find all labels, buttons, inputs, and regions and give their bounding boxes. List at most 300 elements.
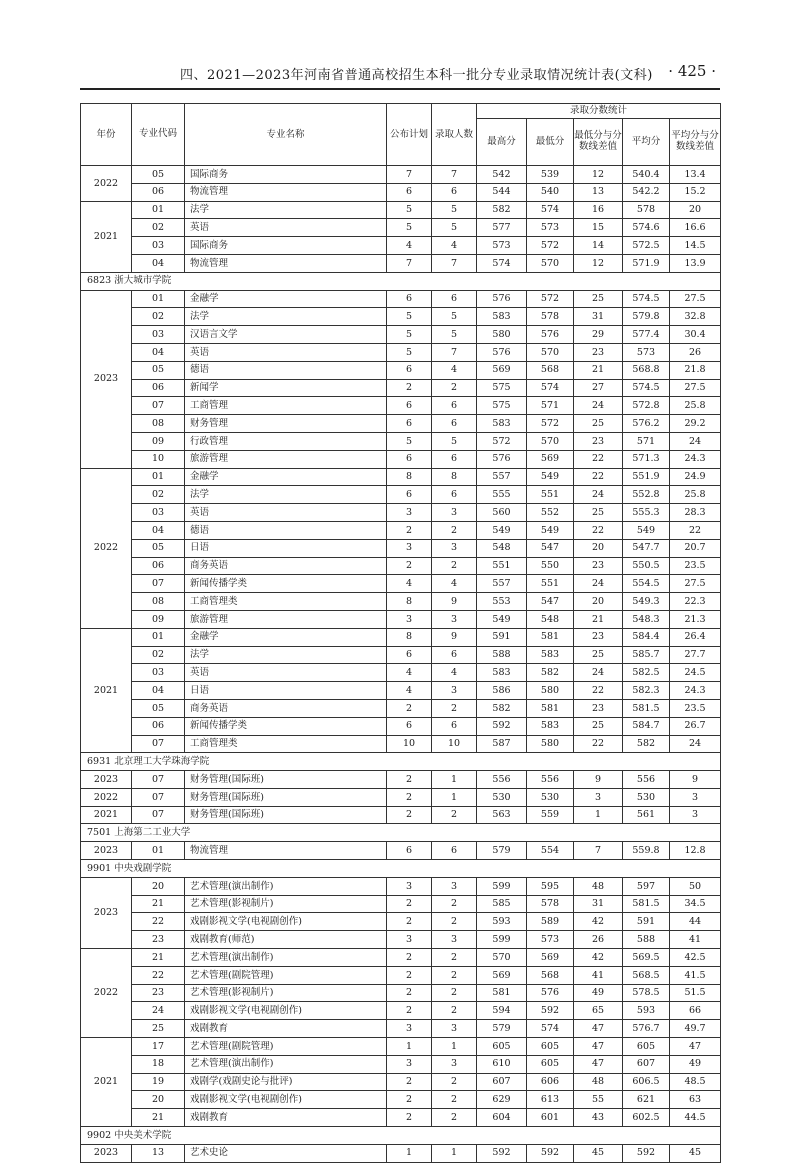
max-cell: 557	[477, 575, 527, 593]
plan-cell: 6	[387, 486, 432, 504]
name-cell: 新闻传播学类	[185, 575, 387, 593]
max-cell: 605	[477, 1038, 527, 1056]
avg-diff-cell: 23.5	[670, 699, 721, 717]
admit-cell: 5	[432, 432, 477, 450]
avg-diff-cell: 13.9	[670, 254, 721, 272]
min-diff-cell: 42	[574, 949, 623, 967]
name-cell: 英语	[185, 343, 387, 361]
code-cell: 07	[132, 397, 185, 415]
min-cell: 573	[527, 219, 574, 237]
min-cell: 570	[527, 432, 574, 450]
avg-diff-cell: 22	[670, 521, 721, 539]
min-cell: 580	[527, 682, 574, 700]
plan-cell: 4	[387, 682, 432, 700]
plan-cell: 2	[387, 913, 432, 931]
admit-cell: 6	[432, 183, 477, 201]
table-row	[81, 699, 721, 717]
year-cell: 2023	[81, 842, 132, 860]
plan-cell: 7	[387, 254, 432, 272]
min-cell: 571	[527, 397, 574, 415]
avg-cell: 597	[623, 877, 670, 895]
avg-diff-cell: 63	[670, 1091, 721, 1109]
code-cell: 20	[132, 877, 185, 895]
name-cell: 物流管理	[185, 254, 387, 272]
code-cell: 09	[132, 610, 185, 628]
min-cell: 606	[527, 1073, 574, 1091]
name-cell: 戏剧教育(师范)	[185, 931, 387, 949]
header-avg-diff: 平均分与分数线差值	[670, 119, 721, 166]
admit-cell: 3	[432, 1055, 477, 1073]
table-row	[81, 397, 721, 415]
code-cell: 08	[132, 593, 185, 611]
year-cell: 2022	[81, 949, 132, 1038]
table-row	[81, 593, 721, 611]
plan-cell: 6	[387, 842, 432, 860]
name-cell: 财务管理(国际班)	[185, 788, 387, 806]
avg-cell: 571.3	[623, 450, 670, 468]
avg-diff-cell: 66	[670, 1002, 721, 1020]
avg-cell: 552.8	[623, 486, 670, 504]
year-cell: 2021	[81, 628, 132, 753]
table-row	[81, 539, 721, 557]
max-cell: 586	[477, 682, 527, 700]
code-cell: 01	[132, 628, 185, 646]
max-cell: 556	[477, 771, 527, 789]
min-diff-cell: 47	[574, 1038, 623, 1056]
year-cell: 2021	[81, 806, 132, 824]
avg-diff-cell: 32.8	[670, 308, 721, 326]
admit-cell: 2	[432, 913, 477, 931]
avg-cell: 577.4	[623, 326, 670, 344]
admit-cell: 2	[432, 949, 477, 967]
avg-cell: 584.4	[623, 628, 670, 646]
plan-cell: 3	[387, 504, 432, 522]
avg-diff-cell: 47	[670, 1038, 721, 1056]
name-cell: 商务英语	[185, 557, 387, 575]
min-diff-cell: 23	[574, 432, 623, 450]
avg-diff-cell: 27.5	[670, 379, 721, 397]
avg-cell: 548.3	[623, 610, 670, 628]
max-cell: 548	[477, 539, 527, 557]
min-cell: 552	[527, 504, 574, 522]
max-cell: 610	[477, 1055, 527, 1073]
min-diff-cell: 3	[574, 788, 623, 806]
plan-cell: 3	[387, 610, 432, 628]
year-cell: 2023	[81, 771, 132, 789]
min-diff-cell: 55	[574, 1091, 623, 1109]
admit-cell: 2	[432, 1091, 477, 1109]
plan-cell: 6	[387, 361, 432, 379]
plan-cell: 2	[387, 1002, 432, 1020]
avg-diff-cell: 24.9	[670, 468, 721, 486]
section-label: 9901 中央戏剧学院	[81, 860, 721, 878]
name-cell: 戏剧影视文学(电视剧创作)	[185, 1091, 387, 1109]
max-cell: 579	[477, 842, 527, 860]
avg-diff-cell: 50	[670, 877, 721, 895]
section-row	[81, 753, 721, 771]
code-cell: 22	[132, 913, 185, 931]
code-cell: 23	[132, 984, 185, 1002]
code-cell: 04	[132, 254, 185, 272]
plan-cell: 2	[387, 521, 432, 539]
plan-cell: 2	[387, 806, 432, 824]
table-row	[81, 682, 721, 700]
admit-cell: 3	[432, 877, 477, 895]
plan-cell: 3	[387, 539, 432, 557]
min-diff-cell: 13	[574, 183, 623, 201]
avg-diff-cell: 24.3	[670, 450, 721, 468]
plan-cell: 3	[387, 1020, 432, 1038]
plan-cell: 5	[387, 326, 432, 344]
code-cell: 06	[132, 717, 185, 735]
name-cell: 艺术管理(演出制作)	[185, 1055, 387, 1073]
admission-table	[80, 103, 721, 1163]
avg-diff-cell: 16.6	[670, 219, 721, 237]
section-label: 6823 浙大城市学院	[81, 272, 721, 290]
table-row	[81, 842, 721, 860]
admit-cell: 2	[432, 379, 477, 397]
code-cell: 07	[132, 735, 185, 753]
avg-cell: 578.5	[623, 984, 670, 1002]
min-cell: 573	[527, 931, 574, 949]
section-row	[81, 860, 721, 878]
code-cell: 07	[132, 788, 185, 806]
avg-cell: 588	[623, 931, 670, 949]
min-cell: 569	[527, 949, 574, 967]
name-cell: 商务英语	[185, 699, 387, 717]
plan-cell: 6	[387, 183, 432, 201]
max-cell: 576	[477, 290, 527, 308]
table-row	[81, 1109, 721, 1127]
table-row	[81, 326, 721, 344]
plan-cell: 4	[387, 237, 432, 255]
year-cell: 2021	[81, 1038, 132, 1127]
avg-cell: 585.7	[623, 646, 670, 664]
name-cell: 法学	[185, 486, 387, 504]
plan-cell: 2	[387, 1091, 432, 1109]
table-row	[81, 343, 721, 361]
header-score-group: 录取分数统计	[477, 104, 721, 119]
max-cell: 582	[477, 699, 527, 717]
plan-cell: 2	[387, 966, 432, 984]
min-diff-cell: 22	[574, 450, 623, 468]
min-cell: 540	[527, 183, 574, 201]
table-row	[81, 219, 721, 237]
table-row	[81, 575, 721, 593]
avg-diff-cell: 24.3	[670, 682, 721, 700]
table-row	[81, 1038, 721, 1056]
avg-cell: 542.2	[623, 183, 670, 201]
max-cell: 574	[477, 254, 527, 272]
code-cell: 05	[132, 361, 185, 379]
avg-diff-cell: 13.4	[670, 166, 721, 184]
min-cell: 572	[527, 415, 574, 433]
plan-cell: 5	[387, 219, 432, 237]
code-cell: 22	[132, 966, 185, 984]
name-cell: 日语	[185, 539, 387, 557]
max-cell: 583	[477, 664, 527, 682]
table-row	[81, 949, 721, 967]
min-diff-cell: 65	[574, 1002, 623, 1020]
min-cell: 569	[527, 450, 574, 468]
header-year: 年份	[81, 104, 132, 166]
table-row	[81, 379, 721, 397]
avg-diff-cell: 27.7	[670, 646, 721, 664]
max-cell: 575	[477, 397, 527, 415]
table-row	[81, 290, 721, 308]
code-cell: 03	[132, 237, 185, 255]
name-cell: 艺术管理(剧院管理)	[185, 966, 387, 984]
header-max: 最高分	[477, 119, 527, 166]
min-diff-cell: 25	[574, 415, 623, 433]
min-cell: 601	[527, 1109, 574, 1127]
min-cell: 572	[527, 237, 574, 255]
min-cell: 581	[527, 699, 574, 717]
code-cell: 07	[132, 575, 185, 593]
avg-diff-cell: 25.8	[670, 486, 721, 504]
min-cell: 576	[527, 984, 574, 1002]
min-diff-cell: 12	[574, 166, 623, 184]
avg-diff-cell: 42.5	[670, 949, 721, 967]
min-cell: 578	[527, 895, 574, 913]
min-cell: 605	[527, 1055, 574, 1073]
min-diff-cell: 47	[574, 1055, 623, 1073]
max-cell: 588	[477, 646, 527, 664]
table-row	[81, 201, 721, 219]
min-diff-cell: 20	[574, 593, 623, 611]
header-code: 专业代码	[132, 104, 185, 166]
max-cell: 544	[477, 183, 527, 201]
admit-cell: 3	[432, 610, 477, 628]
plan-cell: 8	[387, 593, 432, 611]
min-cell: 551	[527, 486, 574, 504]
avg-cell: 574.6	[623, 219, 670, 237]
table-row	[81, 415, 721, 433]
avg-diff-cell: 27.5	[670, 575, 721, 593]
avg-diff-cell: 41.5	[670, 966, 721, 984]
max-cell: 577	[477, 219, 527, 237]
code-cell: 08	[132, 415, 185, 433]
section-label: 7501 上海第二工业大学	[81, 824, 721, 842]
avg-cell: 555.3	[623, 504, 670, 522]
avg-diff-cell: 24	[670, 735, 721, 753]
table-row	[81, 984, 721, 1002]
avg-cell: 569.5	[623, 949, 670, 967]
code-cell: 05	[132, 539, 185, 557]
code-cell: 13	[132, 1144, 185, 1162]
plan-cell: 2	[387, 379, 432, 397]
min-diff-cell: 16	[574, 201, 623, 219]
plan-cell: 3	[387, 931, 432, 949]
table-row	[81, 468, 721, 486]
max-cell: 583	[477, 415, 527, 433]
max-cell: 563	[477, 806, 527, 824]
plan-cell: 4	[387, 664, 432, 682]
min-cell: 580	[527, 735, 574, 753]
name-cell: 艺术管理(影视制片)	[185, 984, 387, 1002]
name-cell: 英语	[185, 219, 387, 237]
admit-cell: 7	[432, 254, 477, 272]
min-diff-cell: 7	[574, 842, 623, 860]
avg-cell: 582	[623, 735, 670, 753]
admit-cell: 5	[432, 326, 477, 344]
max-cell: 580	[477, 326, 527, 344]
min-diff-cell: 49	[574, 984, 623, 1002]
section-row	[81, 272, 721, 290]
name-cell: 艺术管理(演出制作)	[185, 877, 387, 895]
min-cell: 547	[527, 539, 574, 557]
name-cell: 行政管理	[185, 432, 387, 450]
year-cell: 2023	[81, 877, 132, 948]
plan-cell: 6	[387, 290, 432, 308]
avg-diff-cell: 26	[670, 343, 721, 361]
avg-diff-cell: 15.2	[670, 183, 721, 201]
avg-diff-cell: 45	[670, 1144, 721, 1162]
min-diff-cell: 23	[574, 628, 623, 646]
year-cell: 2023	[81, 1144, 132, 1162]
plan-cell: 7	[387, 166, 432, 184]
name-cell: 国际商务	[185, 166, 387, 184]
plan-cell: 5	[387, 308, 432, 326]
max-cell: 549	[477, 521, 527, 539]
code-cell: 04	[132, 682, 185, 700]
max-cell: 599	[477, 877, 527, 895]
min-diff-cell: 24	[574, 575, 623, 593]
plan-cell: 2	[387, 949, 432, 967]
avg-cell: 556	[623, 771, 670, 789]
min-cell: 583	[527, 717, 574, 735]
min-diff-cell: 27	[574, 379, 623, 397]
avg-diff-cell: 24	[670, 432, 721, 450]
avg-cell: 578	[623, 201, 670, 219]
max-cell: 569	[477, 966, 527, 984]
table-row	[81, 788, 721, 806]
plan-cell: 2	[387, 895, 432, 913]
avg-cell: 551.9	[623, 468, 670, 486]
min-diff-cell: 42	[574, 913, 623, 931]
name-cell: 物流管理	[185, 183, 387, 201]
plan-cell: 6	[387, 717, 432, 735]
header-rule	[80, 88, 720, 90]
min-cell: 595	[527, 877, 574, 895]
admit-cell: 4	[432, 664, 477, 682]
admit-cell: 2	[432, 895, 477, 913]
avg-diff-cell: 41	[670, 931, 721, 949]
admit-cell: 4	[432, 361, 477, 379]
avg-cell: 547.7	[623, 539, 670, 557]
name-cell: 工商管理	[185, 397, 387, 415]
min-cell: 548	[527, 610, 574, 628]
admit-cell: 2	[432, 984, 477, 1002]
max-cell: 557	[477, 468, 527, 486]
min-cell: 549	[527, 468, 574, 486]
table-row	[81, 966, 721, 984]
table-body	[81, 166, 721, 1163]
code-cell: 06	[132, 183, 185, 201]
table-row	[81, 806, 721, 824]
admit-cell: 4	[432, 575, 477, 593]
min-diff-cell: 22	[574, 735, 623, 753]
min-cell: 547	[527, 593, 574, 611]
code-cell: 01	[132, 290, 185, 308]
admit-cell: 8	[432, 468, 477, 486]
section-row	[81, 1127, 721, 1145]
max-cell: 555	[477, 486, 527, 504]
name-cell: 戏剧教育	[185, 1020, 387, 1038]
avg-cell: 574.5	[623, 290, 670, 308]
max-cell: 551	[477, 557, 527, 575]
max-cell: 593	[477, 913, 527, 931]
max-cell: 575	[477, 379, 527, 397]
min-diff-cell: 9	[574, 771, 623, 789]
table-row	[81, 628, 721, 646]
max-cell: 560	[477, 504, 527, 522]
avg-cell: 582.5	[623, 664, 670, 682]
table-row	[81, 1002, 721, 1020]
avg-diff-cell: 44.5	[670, 1109, 721, 1127]
avg-diff-cell: 14.5	[670, 237, 721, 255]
page-header	[80, 58, 720, 88]
name-cell: 金融学	[185, 628, 387, 646]
admit-cell: 2	[432, 966, 477, 984]
max-cell: 607	[477, 1073, 527, 1091]
table-row	[81, 1055, 721, 1073]
avg-cell: 561	[623, 806, 670, 824]
avg-cell: 540.4	[623, 166, 670, 184]
name-cell: 德语	[185, 361, 387, 379]
name-cell: 艺术史论	[185, 1144, 387, 1162]
admit-cell: 1	[432, 1144, 477, 1162]
admit-cell: 6	[432, 486, 477, 504]
table-row	[81, 1144, 721, 1162]
avg-diff-cell: 9	[670, 771, 721, 789]
table-row	[81, 486, 721, 504]
avg-cell: 621	[623, 1091, 670, 1109]
avg-cell: 592	[623, 1144, 670, 1162]
avg-diff-cell: 28.3	[670, 504, 721, 522]
min-diff-cell: 48	[574, 1073, 623, 1091]
year-cell: 2022	[81, 166, 132, 202]
name-cell: 戏剧影视文学(电视剧创作)	[185, 1002, 387, 1020]
avg-cell: 607	[623, 1055, 670, 1073]
avg-diff-cell: 24.5	[670, 664, 721, 682]
avg-cell: 573	[623, 343, 670, 361]
table-row	[81, 610, 721, 628]
code-cell: 02	[132, 219, 185, 237]
min-cell: 550	[527, 557, 574, 575]
min-diff-cell: 22	[574, 682, 623, 700]
avg-cell: 572.5	[623, 237, 670, 255]
admit-cell: 1	[432, 771, 477, 789]
code-cell: 01	[132, 842, 185, 860]
avg-cell: 554.5	[623, 575, 670, 593]
max-cell: 604	[477, 1109, 527, 1127]
max-cell: 592	[477, 717, 527, 735]
min-diff-cell: 25	[574, 717, 623, 735]
min-diff-cell: 31	[574, 895, 623, 913]
plan-cell: 5	[387, 343, 432, 361]
header-admit: 录取人数	[432, 104, 477, 166]
max-cell: 576	[477, 450, 527, 468]
min-cell: 613	[527, 1091, 574, 1109]
name-cell: 英语	[185, 664, 387, 682]
avg-cell: 582.3	[623, 682, 670, 700]
avg-cell: 579.8	[623, 308, 670, 326]
code-cell: 21	[132, 949, 185, 967]
avg-diff-cell: 22.3	[670, 593, 721, 611]
code-cell: 05	[132, 699, 185, 717]
admit-cell: 2	[432, 557, 477, 575]
